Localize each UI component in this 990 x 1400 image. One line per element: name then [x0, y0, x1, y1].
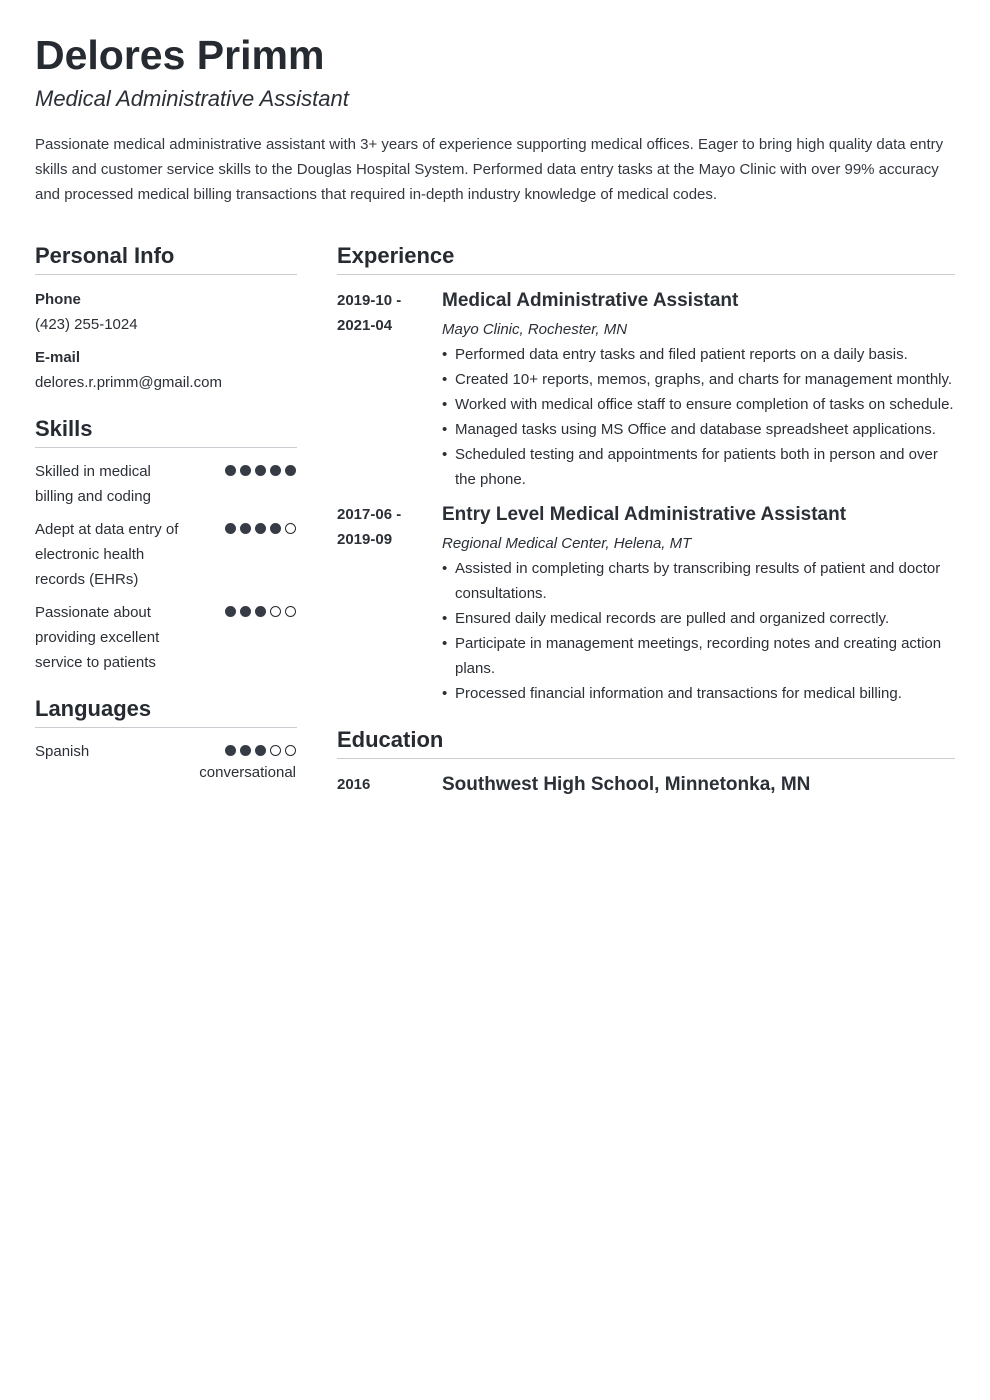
job-title: Entry Level Medical Administrative Assistant: [442, 504, 847, 525]
language-item: [35, 739, 297, 785]
rating-dots: [225, 606, 296, 617]
filled-dot-icon: [225, 745, 236, 756]
job-bullet: • Performed data entry tasks and filed patient reports on a daily basis.: [442, 342, 955, 367]
filled-dot-icon: [285, 465, 296, 476]
resume-page: [35, 30, 955, 795]
candidate-name: Delores Primm: [35, 32, 325, 78]
job-bullet: • Worked with medical office staff to ensure completion of tasks on schedule.: [442, 392, 955, 417]
languages-list: [35, 739, 297, 785]
filled-dot-icon: [240, 523, 251, 534]
empty-dot-icon: [270, 745, 281, 756]
skill-item: [35, 600, 297, 675]
job-dates: [337, 288, 427, 338]
job-entry: [337, 288, 955, 492]
education-date: 2016: [337, 776, 371, 793]
job-bullets: [442, 342, 955, 492]
education-body: [442, 772, 955, 797]
job-date-end: 2019-09: [337, 531, 393, 548]
summary-paragraph: Passionate medical administrative assistant with 3+ years of experience supporting medical offices. Eager to bring high quality data entry skills and customer service skills to the Douglas Hospital System. Performed data entry tasks at the Mayo Clinic with over 99% accuracy and processed medical billing transactions that required in-depth industry knowledge of medical codes.: [35, 136, 944, 203]
experience-heading: Experience: [337, 242, 955, 275]
education-school: Southwest High School, Minnetonka, MN: [442, 774, 811, 795]
left-column: [35, 242, 297, 785]
job-body: [442, 502, 955, 706]
phone-label: Phone: [35, 291, 81, 308]
skills-heading: Skills: [35, 415, 297, 448]
job-entry: [337, 502, 955, 706]
filled-dot-icon: [240, 465, 251, 476]
job-bullet: • Processed financial information and transactions for medical billing.: [442, 681, 955, 706]
empty-dot-icon: [270, 606, 281, 617]
job-dates: [337, 502, 427, 552]
candidate-title: Medical Administrative Assistant: [35, 86, 349, 111]
filled-dot-icon: [255, 745, 266, 756]
education-entry: [337, 772, 955, 797]
filled-dot-icon: [240, 745, 251, 756]
language-level: conversational: [199, 764, 296, 781]
empty-dot-icon: [285, 606, 296, 617]
filled-dot-icon: [255, 606, 266, 617]
job-bullet: • Ensured daily medical records are pulled and organized correctly.: [442, 606, 955, 631]
skill-name: Skilled in medical billing and coding: [35, 463, 151, 505]
languages-heading: Languages: [35, 695, 297, 728]
personal-info-section: [35, 287, 297, 395]
phone-value: (423) 255-1024: [35, 316, 138, 333]
skill-name: Adept at data entry of electronic health records (EHRs): [35, 521, 179, 588]
filled-dot-icon: [255, 465, 266, 476]
empty-dot-icon: [285, 523, 296, 534]
filled-dot-icon: [225, 523, 236, 534]
education-heading: Education: [337, 726, 955, 759]
job-title: Medical Administrative Assistant: [442, 290, 739, 311]
filled-dot-icon: [225, 465, 236, 476]
job-date-start: 2019-10 -: [337, 292, 402, 309]
filled-dot-icon: [225, 606, 236, 617]
job-date-start: 2017-06 -: [337, 506, 402, 523]
skill-item: [35, 459, 297, 509]
job-bullet: • Managed tasks using MS Office and database spreadsheet applications.: [442, 417, 955, 442]
rating-dots: [225, 465, 296, 476]
email-value: delores.r.primm@gmail.com: [35, 374, 222, 391]
education-list: [337, 772, 955, 797]
skill-item: [35, 517, 297, 592]
experience-list: [337, 288, 955, 706]
skill-name: Passionate about providing excellent service to patients: [35, 604, 160, 671]
skills-list: [35, 459, 297, 675]
job-company: Regional Medical Center, Helena, MT: [442, 535, 692, 552]
job-bullets: [442, 556, 955, 706]
right-column: [337, 242, 955, 797]
filled-dot-icon: [270, 523, 281, 534]
job-company: Mayo Clinic, Rochester, MN: [442, 321, 628, 338]
job-bullet: • Participate in management meetings, recording notes and creating action plans.: [442, 631, 955, 681]
filled-dot-icon: [255, 523, 266, 534]
rating-dots: [225, 745, 296, 756]
filled-dot-icon: [270, 465, 281, 476]
job-date-end: 2021-04: [337, 317, 393, 334]
filled-dot-icon: [240, 606, 251, 617]
job-bullet: • Assisted in completing charts by transcribing results of patient and doctor consultations.: [442, 556, 955, 606]
empty-dot-icon: [285, 745, 296, 756]
rating-dots: [225, 523, 296, 534]
personal-info-heading: Personal Info: [35, 242, 297, 275]
job-bullet: • Created 10+ reports, memos, graphs, and charts for management monthly.: [442, 367, 955, 392]
email-label: E-mail: [35, 349, 81, 366]
job-body: [442, 288, 955, 492]
language-name: Spanish: [35, 743, 90, 760]
job-bullet: • Scheduled testing and appointments for patients both in person and over the phone.: [442, 442, 955, 492]
